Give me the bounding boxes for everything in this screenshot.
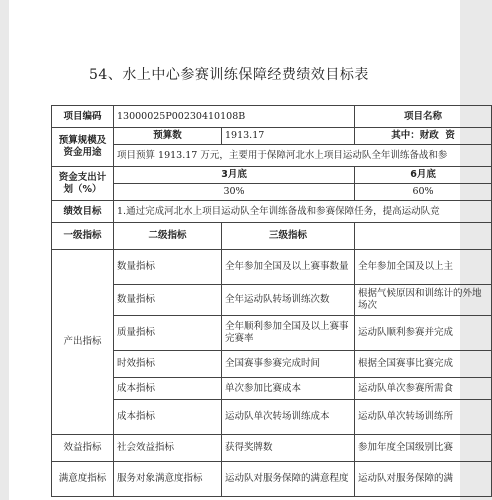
output-l2: 成本指标: [114, 378, 222, 400]
output-l4: 运动队顺利参赛并完成: [355, 316, 492, 351]
satisfaction-l4: 运动队对服务保障的满: [355, 462, 492, 497]
indicator-l4-header: [355, 223, 492, 250]
page-title: 54、水上中心参赛训练保障经费绩效目标表: [89, 67, 369, 83]
output-l3: 单次参加比赛成本: [222, 378, 355, 400]
goal-row: [52, 201, 492, 223]
spending-m3-value: 30%: [114, 184, 355, 201]
budget-purpose: 项目预算 1913.17 万元，主要用于保障河北水上项目运动队全年训练备战和参: [114, 145, 492, 167]
output-l2: 数量指标: [114, 250, 222, 285]
project-name-label: 项目名称: [355, 106, 492, 128]
output-l3: 全年参加全国及以上赛事数量: [222, 250, 355, 285]
budget-source-extra: 资: [445, 130, 455, 141]
document-page: [9, 0, 482, 500]
output-label: 产出指标: [52, 250, 114, 435]
satisfaction-l3: 运动队对服务保障的满意程度: [222, 462, 355, 497]
budget-amount-value: 1913.17: [222, 128, 355, 145]
goal-label: 绩效目标: [52, 201, 114, 223]
table-row: [52, 285, 492, 316]
output-l3: 运动队单次转场训练成本: [222, 400, 355, 435]
budget-source-label: 其中：财政: [391, 130, 439, 141]
benefit-label: 效益指标: [52, 435, 114, 462]
spending-value-row: [52, 184, 492, 201]
benefit-l2: 社会效益指标: [114, 435, 222, 462]
table-row: [52, 250, 492, 285]
satisfaction-l2: 服务对象满意度指标: [114, 462, 222, 497]
output-l4: 根据全国赛事比赛完成: [355, 351, 492, 378]
spending-m6-value: 60%: [355, 184, 492, 201]
benefit-l4: 参加年度全国级别比赛: [355, 435, 492, 462]
satisfaction-row: [52, 462, 492, 497]
indicator-l1-header: 一级指标: [52, 223, 114, 250]
indicator-l3-header: 三级指标: [222, 223, 355, 250]
output-l4: 全年参加全国及以上主: [355, 250, 492, 285]
indicator-header-row: [52, 223, 492, 250]
budget-label: 预算规模及资金用途: [52, 128, 114, 167]
project-code-label: 项目编码: [52, 106, 114, 128]
output-l2: 质量指标: [114, 316, 222, 351]
indicator-l2-header: 二级指标: [114, 223, 222, 250]
table-row: [52, 378, 492, 400]
table-row: [52, 400, 492, 435]
goal-text: 1.通过完成河北水上项目运动队全年训练备战和参赛保障任务，提高运动队竞: [114, 201, 492, 223]
output-l3: 全年运动队转场训练次数: [222, 285, 355, 316]
budget-source-cell: [355, 128, 492, 145]
output-l4: 根据气候原因和训练计的外地场次: [355, 285, 492, 316]
spending-label: 资金支出计划（%）: [52, 167, 114, 201]
project-code-value: 13000025P00230410108B: [114, 106, 355, 128]
spending-head-row: [52, 167, 492, 184]
output-l4: 运动队单次转场训练所: [355, 400, 492, 435]
satisfaction-label: 满意度指标: [52, 462, 114, 497]
project-code-row: [52, 106, 492, 128]
budget-purpose-row: [52, 145, 492, 167]
table-row: [52, 316, 492, 351]
budget-amount-label: 预算数: [114, 128, 222, 145]
output-l4: 运动队单次参赛所需食: [355, 378, 492, 400]
output-l2: 数量指标: [114, 285, 222, 316]
output-l2: 成本指标: [114, 400, 222, 435]
output-l3: 全年顺利参加全国及以上赛事完赛率: [222, 316, 355, 351]
benefit-row: [52, 435, 492, 462]
output-l3: 全国赛事参赛完成时间: [222, 351, 355, 378]
output-l2: 时效指标: [114, 351, 222, 378]
benefit-l3: 获得奖牌数: [222, 435, 355, 462]
table-row: [52, 351, 492, 378]
spending-m3-label: 3月底: [114, 167, 355, 184]
budget-amount-row: [52, 128, 492, 145]
spending-m6-label: 6月底: [355, 167, 492, 184]
performance-table: [51, 105, 492, 497]
